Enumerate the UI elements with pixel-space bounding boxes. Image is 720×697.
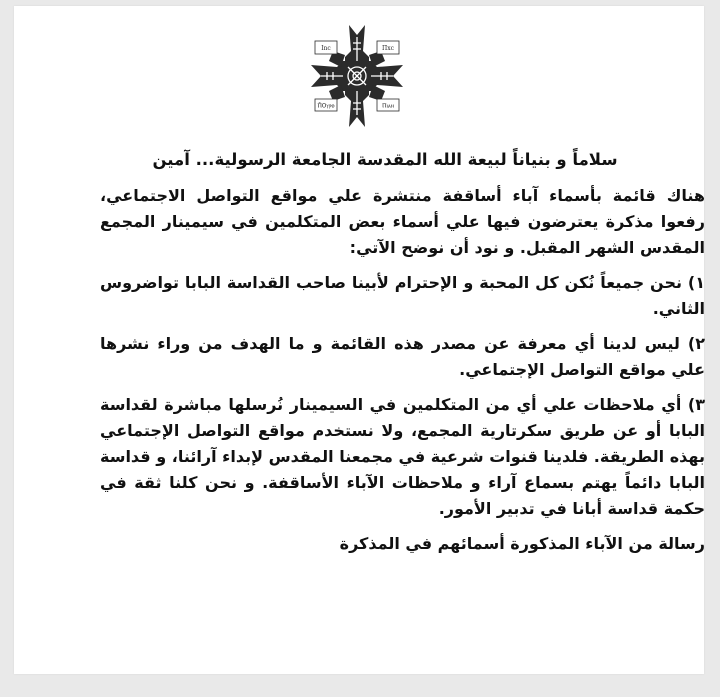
letter-point-1: ١) نحن جميعاً نُكن كل المحبة و الإحترام لأبينا صاحب القداسة البابا تواضروس الثاني.	[100, 273, 705, 318]
svg-text:Π̄xc: Π̄xc	[382, 45, 394, 52]
coptic-cross-icon	[307, 21, 407, 131]
letter-signature: رسالة من الآباء المذكورة أسمائهم في المذكرة	[339, 534, 705, 553]
letter-body	[100, 183, 705, 566]
svg-text:Ⲡ̄Ⲟⲩⲣⲟ: Ⲡ̄Ⲟⲩⲣⲟ	[317, 102, 335, 110]
letter-point-3: ٣) أي ملاحظات علي أي من المتكلمين في السيمينار نُرسلها مباشرة لقداسة البابا أو عن طريق سكرتارية المجمع، ولا نستخدم مواقع التواصل الإجتماعي بهذه الطريقة. فلدينا قنوات شرعية في مجمعنا المقدس لإبداء آرائنا، و قداسة البابا دائماً يهتم بسماع آراء و ملاحظات الآباء الأساقفة. و نحن كلنا ثقة في حكمة قداسة أبانا في تدبير الأمور.	[100, 395, 705, 518]
letter-point-2: ٢) ليس لدينا أي معرفة عن مصدر هذه القائمة و ما الهدف من وراء نشرها علي مواقع التواصل الإجتماعي.	[100, 334, 705, 379]
svg-text:Ιnc: Ιnc	[321, 45, 331, 52]
coptic-cross-emblem	[307, 21, 407, 131]
letter-intro-paragraph: هناك قائمة بأسماء آباء أساقفة منتشرة علي مواقع التواصل الاجتماعي، رفعوا مذكرة يعترضون فيها علي أسماء بعض المتكلمين في سيمينار المجمع المقدس الشهر المقبل. و نود أن نوضح الآتي:	[100, 186, 705, 257]
letter-greeting: سلاماً و بنياناً لبيعة الله المقدسة الجامعة الرسولية... آمين	[152, 150, 618, 169]
svg-text:Ⲡⲓⲁⲛ: Ⲡⲓⲁⲛ	[382, 102, 394, 110]
